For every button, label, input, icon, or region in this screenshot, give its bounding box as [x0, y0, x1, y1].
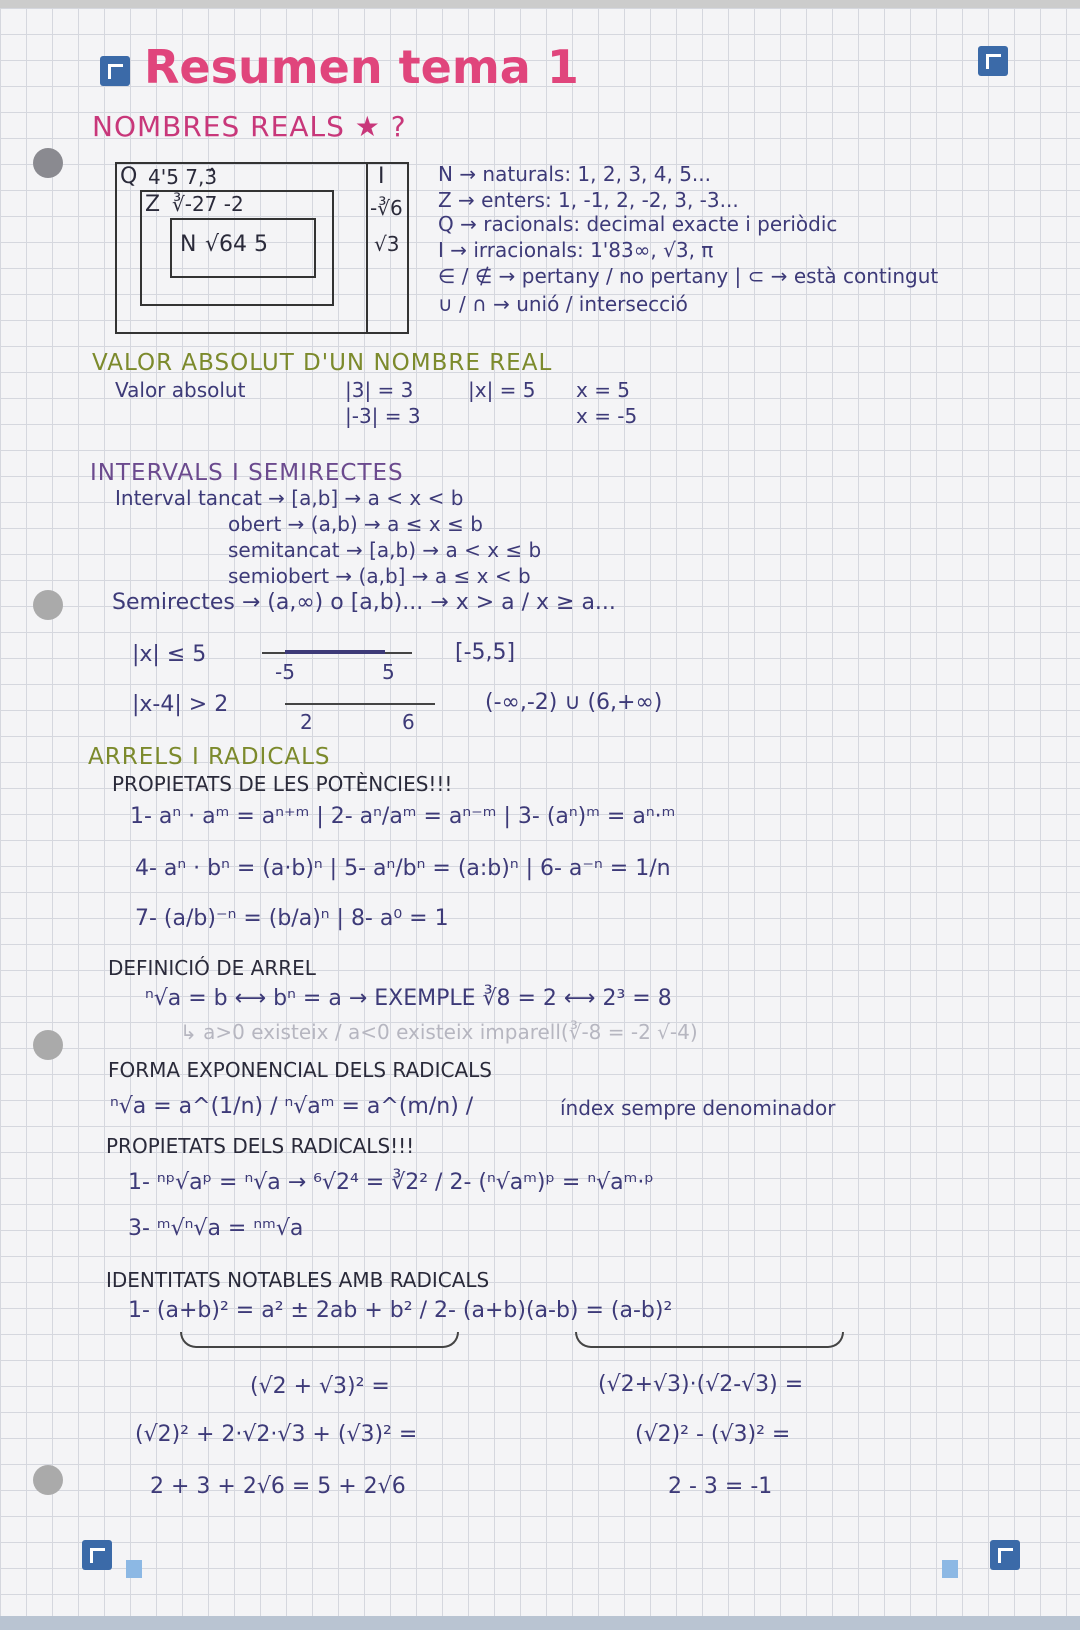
binder-hole	[33, 1030, 63, 1060]
subheading: FORMA EXPONENCIAL DELS RADICALS	[108, 1058, 492, 1082]
tick-label: 5	[382, 660, 395, 684]
worked-example: (√2 + √3)² =	[250, 1374, 390, 1399]
subheading: IDENTITATS NOTABLES AMB RADICALS	[106, 1268, 490, 1292]
interval-result: (-∞,-2) ∪ (6,+∞)	[485, 690, 663, 715]
absolute-label: Valor absolut	[115, 378, 246, 402]
interval-line: obert → (a,b) → a ≤ x ≤ b	[228, 512, 483, 536]
note: ↳ a>0 existeix / a<0 existeix imparell(∛-8 = -2 √-4)	[180, 1020, 698, 1044]
tick-label: 2	[300, 710, 313, 734]
interval-line: Interval tancat → [a,b] → a < x < b	[115, 486, 464, 510]
page-top-edge	[0, 0, 1080, 8]
subheading: PROPIETATS DE LES POTÈNCIES!!!	[112, 772, 453, 796]
note: índex sempre denominador	[560, 1096, 836, 1120]
brace	[575, 1332, 844, 1348]
corner-mark-icon	[82, 1540, 112, 1570]
formula: ⁿ√a = a^(1/n) / ⁿ√aᵐ = a^(m/n) /	[110, 1094, 474, 1119]
tick-label: -5	[275, 660, 295, 684]
interval-line: semitancat → [a,b) → a < x ≤ b	[228, 538, 542, 562]
number-line	[285, 703, 435, 705]
section-heading: ARRELS I RADICALS	[88, 744, 331, 770]
formula: 7- (a/b)⁻ⁿ = (b/a)ⁿ | 8- a⁰ = 1	[135, 906, 449, 931]
tick-label: 6	[402, 710, 415, 734]
formula: 1- (a+b)² = a² ± 2ab + b² / 2- (a+b)(a-b) = (a-b)²	[128, 1298, 673, 1323]
page-title: Resumen tema 1	[144, 40, 579, 94]
section-heading: VALOR ABSOLUT D'UN NOMBRE REAL	[92, 350, 553, 376]
page-marker	[126, 1560, 142, 1578]
example: |x| = 5	[468, 378, 536, 402]
interval-segment	[285, 650, 385, 654]
binder-hole	[33, 148, 63, 178]
interval-line: semiobert → (a,b] → a ≤ x < b	[228, 564, 531, 588]
interval-line: Semirectes → (a,∞) o [a,b)... → x > a / x ≥ a...	[112, 590, 616, 615]
example: x = 5	[576, 378, 631, 402]
subheading: DEFINICIÓ DE ARREL	[108, 956, 316, 980]
worked-example: 2 + 3 + 2√6 = 5 + 2√6	[150, 1474, 406, 1499]
binder-hole	[33, 590, 63, 620]
example: |3| = 3	[345, 378, 414, 402]
formula: 3- ᵐ√ⁿ√a = ⁿᵐ√a	[128, 1216, 304, 1241]
formula: 1- aⁿ · aᵐ = aⁿ⁺ᵐ | 2- aⁿ/aᵐ = aⁿ⁻ᵐ | 3- (aⁿ)ᵐ = aⁿ·ᵐ	[130, 804, 676, 829]
example: |-3| = 3	[345, 404, 421, 428]
corner-mark-icon	[100, 56, 130, 86]
formula: 1- ⁿᵖ√aᵖ = ⁿ√a → ⁶√2⁴ = ∛2² / 2- (ⁿ√aᵐ)ᵖ = ⁿ√aᵐ·ᵖ	[128, 1170, 654, 1195]
inequality: |x-4| > 2	[132, 692, 229, 717]
worked-example: (√2)² - (√3)² =	[635, 1422, 791, 1447]
binder-hole	[33, 1465, 63, 1495]
brace	[180, 1332, 459, 1348]
corner-mark-icon	[978, 46, 1008, 76]
inequality: |x| ≤ 5	[132, 642, 207, 667]
formula: ⁿ√a = b ⟷ bⁿ = a → EXEMPLE ∛8 = 2 ⟷ 2³ = 8	[145, 986, 672, 1011]
interval-result: [-5,5]	[455, 640, 516, 665]
worked-example: (√2)² + 2·√2·√3 + (√3)² =	[135, 1422, 418, 1447]
example: x = -5	[576, 404, 638, 428]
page-bottom-edge	[0, 1616, 1080, 1630]
section-heading: NOMBRES REALS ★ ?	[92, 110, 407, 143]
section-heading: INTERVALS I SEMIRECTES	[90, 460, 404, 486]
subheading: PROPIETATS DELS RADICALS!!!	[106, 1134, 415, 1158]
worked-example: 2 - 3 = -1	[668, 1474, 773, 1499]
formula: 4- aⁿ · bⁿ = (a·b)ⁿ | 5- aⁿ/bⁿ = (a:b)ⁿ | 6- a⁻ⁿ = 1/n	[135, 856, 671, 881]
corner-mark-icon	[990, 1540, 1020, 1570]
page-marker	[942, 1560, 958, 1578]
worked-example: (√2+√3)·(√2-√3) =	[598, 1372, 804, 1397]
